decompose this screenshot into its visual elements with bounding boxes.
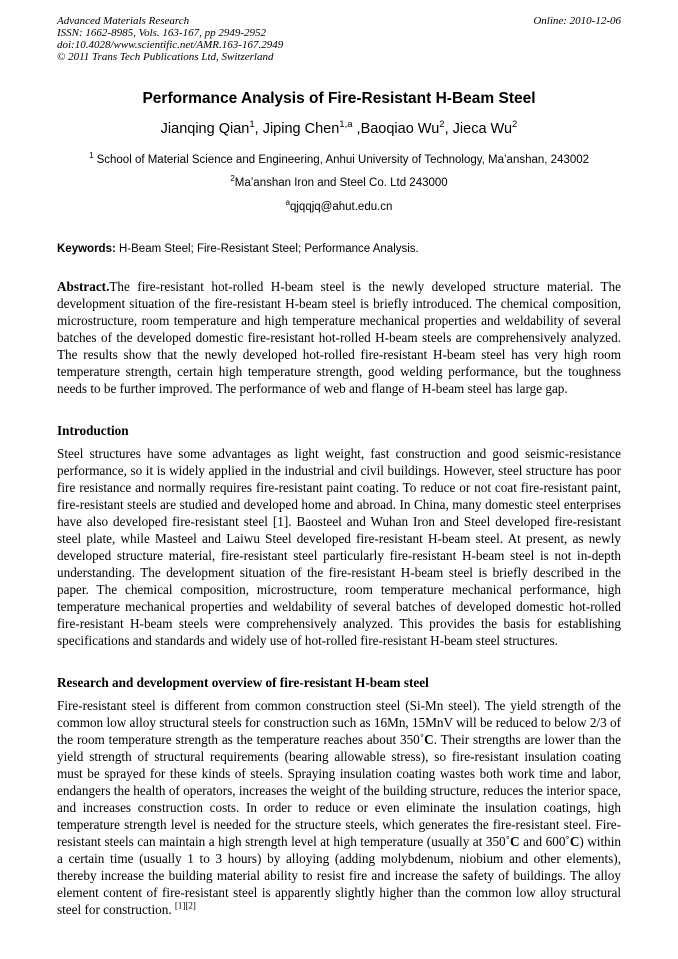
keywords-label: Keywords: <box>57 242 116 255</box>
issn-line: ISSN: 1662-8985, Vols. 163-167, pp 2949-2952 <box>57 27 266 39</box>
section-heading-introduction: Introduction <box>57 422 129 438</box>
email-marker: a <box>285 198 290 208</box>
degree-celsius-bold: C <box>424 732 434 748</box>
paragraph-segment: Fire-resistant steel is different from common construction steel (Si-Mn steel). The yield strength of the common low alloy structural steels for construction such as 16Mn, 15MnV will be reduced to below 2/3 of the room temperature strength as the temperature reaches about 350˚ <box>57 698 621 748</box>
degree-celsius-bold: C <box>569 834 580 850</box>
affiliation-1 <box>57 151 621 168</box>
journal-name: Advanced Materials Research <box>57 15 190 27</box>
author-name: Jianqing Qian <box>160 120 250 137</box>
doi-line: doi:10.4028/www.scientific.net/AMR.163-167.2949 <box>57 39 284 51</box>
citation-refs: [1][2] <box>174 900 196 911</box>
affiliation-text: Ma’anshan Iron and Steel Co. Ltd 243000 <box>234 176 448 189</box>
author-affil-marker: 1 <box>249 118 255 130</box>
author-email <box>57 198 621 215</box>
paragraph-segment: and 600˚ <box>519 834 570 850</box>
author-separator: , <box>254 120 263 137</box>
keywords-line <box>57 242 621 256</box>
affiliation-marker: 2 <box>230 173 235 183</box>
author-name: Baoqiao Wu <box>360 120 440 137</box>
affiliation-marker: 1 <box>88 151 94 161</box>
email-text: qjqqjq@ahut.edu.cn <box>289 201 393 214</box>
online-date: Online: 2010-12-06 <box>533 15 621 27</box>
keywords-text: H-Beam Steel; Fire-Resistant Steel; Performance Analysis. <box>115 242 419 255</box>
abstract-paragraph <box>57 279 621 398</box>
affiliations-block <box>57 151 621 215</box>
journal-header-left <box>57 15 283 63</box>
author-name: Jiping Chen <box>262 120 340 137</box>
section-heading-research-overview: Research and development overview of fire-resistant H-beam steel <box>57 674 429 690</box>
paragraph-segment: ) within a certain time (usually 1 to 3 hours) by alloying (adding molybdenum, niobium and other elements), thereby increase the building material ability to resist fire and increase the safety of buildings. The alloy element content of fire-resistant steel is apparently slightly higher than the common low alloy structural steel for construction. <box>57 834 621 917</box>
research-overview-paragraph <box>57 698 621 918</box>
author-affil-marker: 2 <box>512 118 518 130</box>
author-affil-marker: 2 <box>439 118 445 130</box>
copyright-line: © 2011 Trans Tech Publications Ltd, Switzerland <box>57 51 274 63</box>
author-affil-marker: 1,a <box>339 118 353 130</box>
paper-title: Performance Analysis of Fire-Resistant H-Beam Steel <box>142 90 536 107</box>
degree-celsius-bold: C <box>510 834 520 850</box>
author-separator: , <box>444 120 453 137</box>
affiliation-2 <box>57 174 621 191</box>
abstract-label: Abstract. <box>57 279 110 295</box>
author-name: Jieca Wu <box>452 120 513 137</box>
abstract-text: The fire-resistant hot-rolled H-beam steel is the newly developed structure material. The development situation of the fire-resistant H-beam steel is briefly introduced. The chemical composition, microstructure, room temperature and high temperature mechanical properties and weldability of several batches of the developed domestic fire-resistant hot-rolled H-beam steels are comprehensively analyzed. The results show that the newly developed hot-rolled fire-resistant H-beam steel has very high room temperature strength, certain high temperature strength, good welding performance, but the toughness needs to be further improved. The performance of web and flange of H-beam steel has large gap. <box>57 279 621 396</box>
introduction-paragraph: Steel structures have some advantages as light weight, fast construction and good seismic-resistance performance, so it is widely applied in the industrial and civil buildings. However, steel structure has poor fire resistance and normally requires fire-resistant paint coating. To reduce or not coat fire-resistant paint, fire-resistant steels are studied and developed home and abroad. In China, many domestic steel enterprises have also developed fire-resistant steel [1]. Baosteel and Wuhan Iron and Steel developed fire-resistant steel plate, while Masteel and Laiwu Steel developed fire-resistant H-beam steel. At present, as newly developed structure material, fire-resistant steel particularly fire-resistant H-beam steel is not in-depth understanding. The development situation of the fire-resistant H-beam steel is briefly described in the paper. The chemical composition, microstructure, room temperature mechanical performance, high temperature mechanical properties and weldability of several batches of developed domestic hot-rolled fire-resistant H-beam steels were comprehensively analyzed. This provides the basis for establishing specifications and standards and widely use of hot-rolled fire-resistant H-beam steel structures. <box>57 446 621 648</box>
author-separator: , <box>352 120 361 137</box>
affiliation-text: School of Material Science and Engineering, Anhui University of Technology, Ma’anshan, 243002 <box>93 153 590 166</box>
paragraph-segment: . Their strengths are lower than the yield strength of structural requirements (bearing allowable stress), so fire-resistant insulation coating must be sprayed for these kinds of steels. Spraying insulation coating wastes both work time and labor, endangers the health of operators, increases the weight of the building structure, reduces the interior space, and increases construction costs. In order to reduce or even eliminate the insulation coatings, high temperature strength level is needed for the structure steels, which generates the fire-resistant steel. Fire-resistant steels can maintain a high strength level at high temperature (usually at 350˚ <box>57 732 621 850</box>
authors-line <box>57 119 621 138</box>
journal-header <box>57 15 621 63</box>
